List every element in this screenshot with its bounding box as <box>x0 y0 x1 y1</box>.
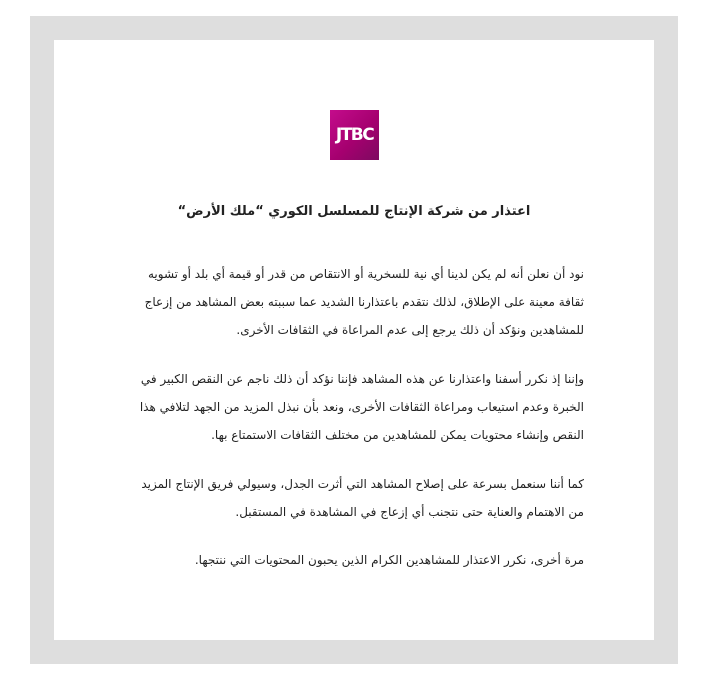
jtbc-logo <box>330 110 379 160</box>
paragraph-4: مرة أخرى، نكرر الاعتذار للمشاهدين الكرام الذين يحبون المحتويات التي ننتجها. <box>194 553 584 567</box>
statement-title: اعتذار من شركة الإنتاج للمسلسل الكوري “ملك الأرض“ <box>177 204 531 219</box>
paragraph-1: نود أن نعلن أنه لم يكن لدينا أي نية للسخرية أو الانتقاص من قدر أو قيمة أي بلد أو تشويه ثقافة معينة على الإطلاق، لذلك نتقدم باعتذارنا الشديد عما سببته بعض المشاهد من إزعاج للمشاهدين ونؤكد أن ذلك يرجع إلى عدم المراعاة في الثقافات الأخرى. <box>144 267 584 337</box>
page-frame <box>30 16 678 664</box>
logo-text: JTBC <box>335 125 374 145</box>
paragraph-3: كما أننا سنعمل بسرعة على إصلاح المشاهد التي أثرت الجدل، وسيولي فريق الإنتاج المزيد من الاهتمام والعناية حتى نتجنب أي إزعاج في المشاهدة في المستقبل. <box>141 477 584 519</box>
paragraph-2: وإننا إذ نكرر أسفنا واعتذارنا عن هذه المشاهد فإننا نؤكد أن ذلك ناجم عن النقص الكبير في الخبرة وعدم استيعاب ومراعاة الثقافات الأخرى، ونعد بأن نبذل المزيد من الجهد لتلافي هذا النقص وإنشاء محتويات يمكن للمشاهدين من مختلف الثقافات الاستمتاع بها. <box>139 372 584 442</box>
statement-card <box>54 40 654 640</box>
